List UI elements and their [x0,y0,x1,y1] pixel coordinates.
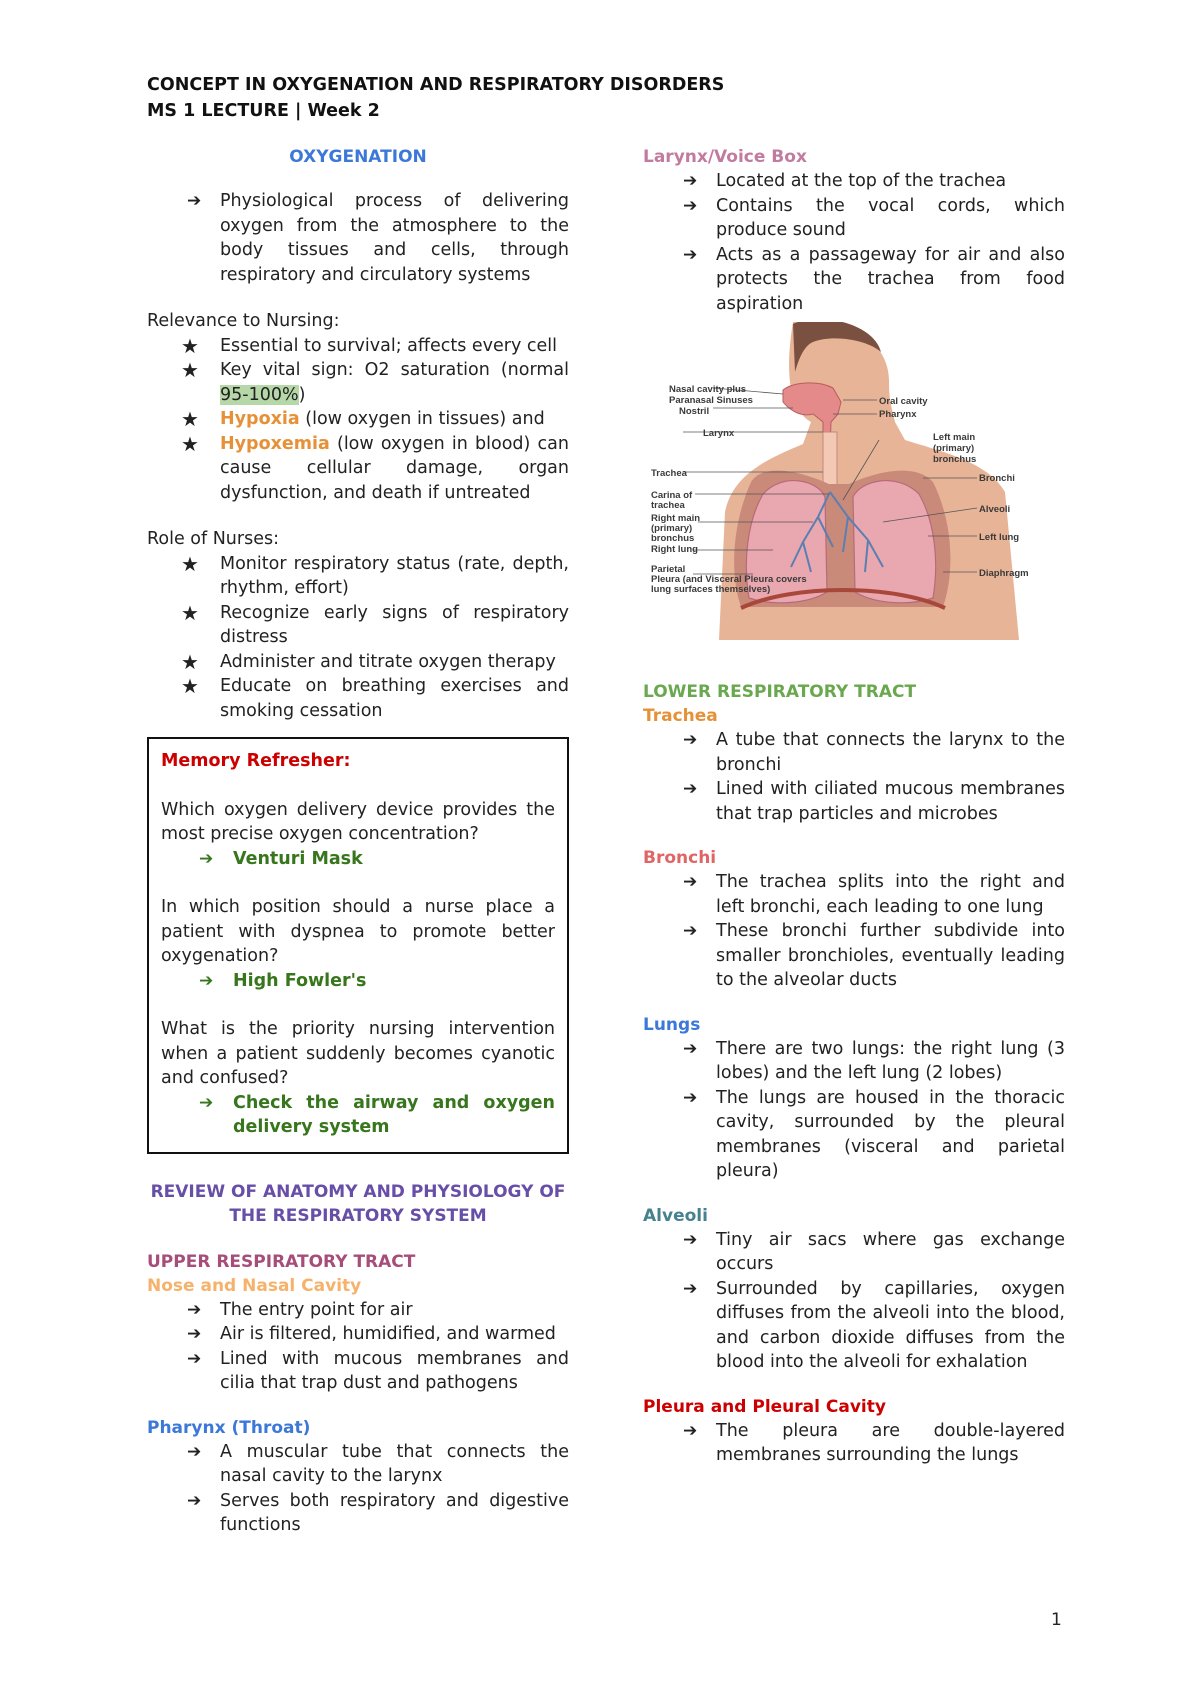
document-subtitle: MS 1 LECTURE | Week 2 [147,101,380,121]
figure-label: bronchus [933,454,977,465]
figure-label: Left main [933,432,976,443]
question: Which oxygen delivery device provides the most precise oxygen concentration? [161,799,555,844]
lungs-list [643,1037,1065,1184]
list-item: ★ Hypoxemia (low oxygen in blood) can cause cellular damage, organ dysfunction, and death if untreated [181,431,569,503]
figure-label: Nostril [679,406,710,417]
highlighted-range: 95-100% [220,384,299,405]
hypoxia-term: Hypoxia [220,409,300,429]
list-item: ★ Key vital sign: O2 saturation (normal 95-100%) [181,358,569,405]
list-item: ★ Educate on breathing exercises and smoking cessation [181,674,569,721]
figure-label: Trachea [651,468,687,479]
arrow-icon: ➔ [683,1420,698,1441]
question: In which position should a nurse place a patient with dyspnea to promote better oxygenation? [161,897,555,966]
bronchi-list [643,870,1065,993]
arrow-icon: ➔ [199,848,214,869]
lungs-title: Lungs [643,1014,701,1035]
figure-label: Bronchi [979,473,1015,484]
figure-label: Pharynx [879,409,917,420]
arrow-icon: ➔ [683,730,698,750]
respiratory-anatomy-illustration [643,322,1065,640]
figure-label: trachea [651,500,685,511]
arrow-icon: ➔ [187,191,202,211]
memory-refresher-title: Memory Refresher: [161,751,351,771]
pleura-title: Pleura and Pleural Cavity [643,1396,886,1417]
arrow-icon: ➔ [683,195,698,216]
arrow-icon: ➔ [199,1092,214,1113]
list-item: ★ Recognize early signs of respiratory distress [181,600,569,647]
list-item: ★ Monitor respiratory status (rate, depth, rhythm, effort) [181,551,569,598]
list-item: ➔ The entry point for air [147,1298,569,1323]
answer: ➔ High Fowler's [161,969,555,994]
pleura-list [643,1419,1065,1468]
list-item: ★ Hypoxia (low oxygen in tissues) and [181,407,545,431]
larynx-title: Larynx/Voice Box [643,147,807,167]
pharynx-title: Pharynx (Throat) [147,1417,311,1438]
alveoli-list [643,1228,1065,1375]
figure-label: Right main [651,513,701,524]
roles-heading: Role of Nurses: [147,529,279,549]
answer: ➔ Check the airway and oxygen delivery system [199,1092,555,1137]
arrow-icon: ➔ [683,872,698,892]
arrow-icon: ➔ [199,970,214,991]
figure-label: Diaphragm [979,568,1029,579]
list-item: ➔ Lined with ciliated mucous membranes that trap particles and microbes [683,779,1065,824]
list-item: ➔ Contains the vocal cords, which produce sound [683,195,1065,240]
figure-label: Parietal [651,564,686,575]
list-item: ➔ Tiny air sacs where gas exchange occurs [683,1229,1065,1274]
nose-title: Nose and Nasal Cavity [147,1275,362,1296]
figure-label: Left lung [979,532,1020,543]
arrow-icon: ➔ [683,171,698,191]
figure-label: Larynx [703,428,735,439]
figure-label: Nasal cavity plus [669,384,747,395]
lower-tract-heading: LOWER RESPIRATORY TRACT [643,682,917,702]
list-item: ➔ Acts as a passageway for air and also protects the trachea from food aspiration [683,244,1065,314]
figure-label: Oral cavity [879,396,928,407]
list-item: ➔ The pleura are double-layered membranes surrounding the lungs [683,1420,1065,1465]
trachea-title: Trachea [643,706,718,726]
list-item: ➔ Lined with mucous membranes and cilia that trap dust and pathogens [187,1348,569,1393]
star-icon: ★ [181,551,199,576]
star-icon: ★ [181,333,199,358]
star-icon: ★ [181,649,199,674]
figure-label: bronchus [651,533,695,544]
list-item: ★ Essential to survival; affects every cell [181,333,558,358]
list-item: ➔ The trachea splits into the right and left bronchi, each leading to one lung [683,872,1065,917]
arrow-icon: ➔ [187,1490,202,1511]
relevance-list [147,334,569,506]
pharynx-list [147,1440,569,1538]
star-icon: ★ [181,407,199,431]
arrow-icon: ➔ [683,1278,698,1299]
arrow-icon: ➔ [683,779,698,799]
star-icon: ★ [181,358,199,382]
figure-label: Paranasal Sinuses [669,395,753,406]
question: What is the priority nursing intervention when a patient suddenly becomes cyanotic and confused? [161,1019,555,1088]
star-icon: ★ [181,674,199,698]
arrow-icon: ➔ [187,1324,202,1344]
list-item: ➔ A muscular tube that connects the nasal cavity to the larynx [187,1441,569,1486]
nose-list [147,1298,569,1396]
review-heading: REVIEW OF ANATOMY AND PHYSIOLOGY OF THE RESPIRATORY SYSTEM [150,1181,566,1226]
figure-label: (primary) [933,443,975,454]
hypoxemia-term: Hypoxemia [220,433,330,454]
arrow-icon: ➔ [683,1087,698,1108]
bronchi-title: Bronchi [643,848,717,868]
arrow-icon: ➔ [187,1299,202,1320]
list-item: ➔ Surrounded by capillaries, oxygen diffuses from the alveoli into the blood, and carbon dioxide diffuses from the blood into the alveoli for exhalation [683,1278,1065,1372]
document-title: CONCEPT IN OXYGENATION AND RESPIRATORY DISORDERS [147,75,725,95]
oxygenation-heading: OXYGENATION [289,147,427,167]
answer: ➔ Venturi Mask [161,847,555,872]
arrow-icon: ➔ [683,1038,698,1059]
figure-label: Carina of [651,490,693,501]
oxygenation-definition: ➔ Physiological process of delivering oxygen from the atmosphere to the body tissues and cells, through respiratory and circulatory systems [187,191,569,285]
list-item: ➔ Located at the top of the trachea [643,169,1065,194]
arrow-icon: ➔ [187,1441,202,1462]
list-item: ➔ There are two lungs: the right lung (3 lobes) and the left lung (2 lobes) [683,1038,1065,1083]
arrow-icon: ➔ [683,921,698,941]
list-item: ➔ A tube that connects the larynx to the bronchi [683,730,1065,775]
star-icon: ★ [181,600,199,625]
figure-label: Right lung [651,544,698,555]
respiratory-system-figure [643,322,1065,644]
left-column [147,145,569,1538]
figure-label: lung surfaces themselves) [651,584,771,595]
list-item: ➔ Air is filtered, humidified, and warmed [147,1322,569,1347]
upper-tract-heading: UPPER RESPIRATORY TRACT [147,1251,416,1272]
figure-label: Pleura (and Visceral Pleura covers [651,574,807,585]
list-item: ★ Administer and titrate oxygen therapy [181,649,556,674]
list-item: ➔ These bronchi further subdivide into smaller bronchioles, eventually leading to the alveolar ducts [683,921,1065,990]
arrow-icon: ➔ [683,244,698,265]
figure-label: Alveoli [979,504,1011,515]
figure-label: (primary) [651,523,693,534]
arrow-icon: ➔ [683,1229,698,1250]
alveoli-title: Alveoli [643,1205,708,1226]
larynx-list [643,169,1065,316]
relevance-heading: Relevance to Nursing: [147,311,340,331]
trachea-list [643,728,1065,826]
roles-list [147,552,569,724]
right-column [643,145,1065,1468]
star-icon: ★ [181,431,199,456]
memory-refresher-box [147,737,569,1154]
list-item: ➔ The lungs are housed in the thoracic cavity, surrounded by the pleural membranes (visceral and parietal pleura) [683,1087,1065,1181]
page-number: 1 [1051,1610,1062,1630]
list-item: ➔ Serves both respiratory and digestive functions [187,1490,569,1535]
arrow-icon: ➔ [187,1348,202,1369]
